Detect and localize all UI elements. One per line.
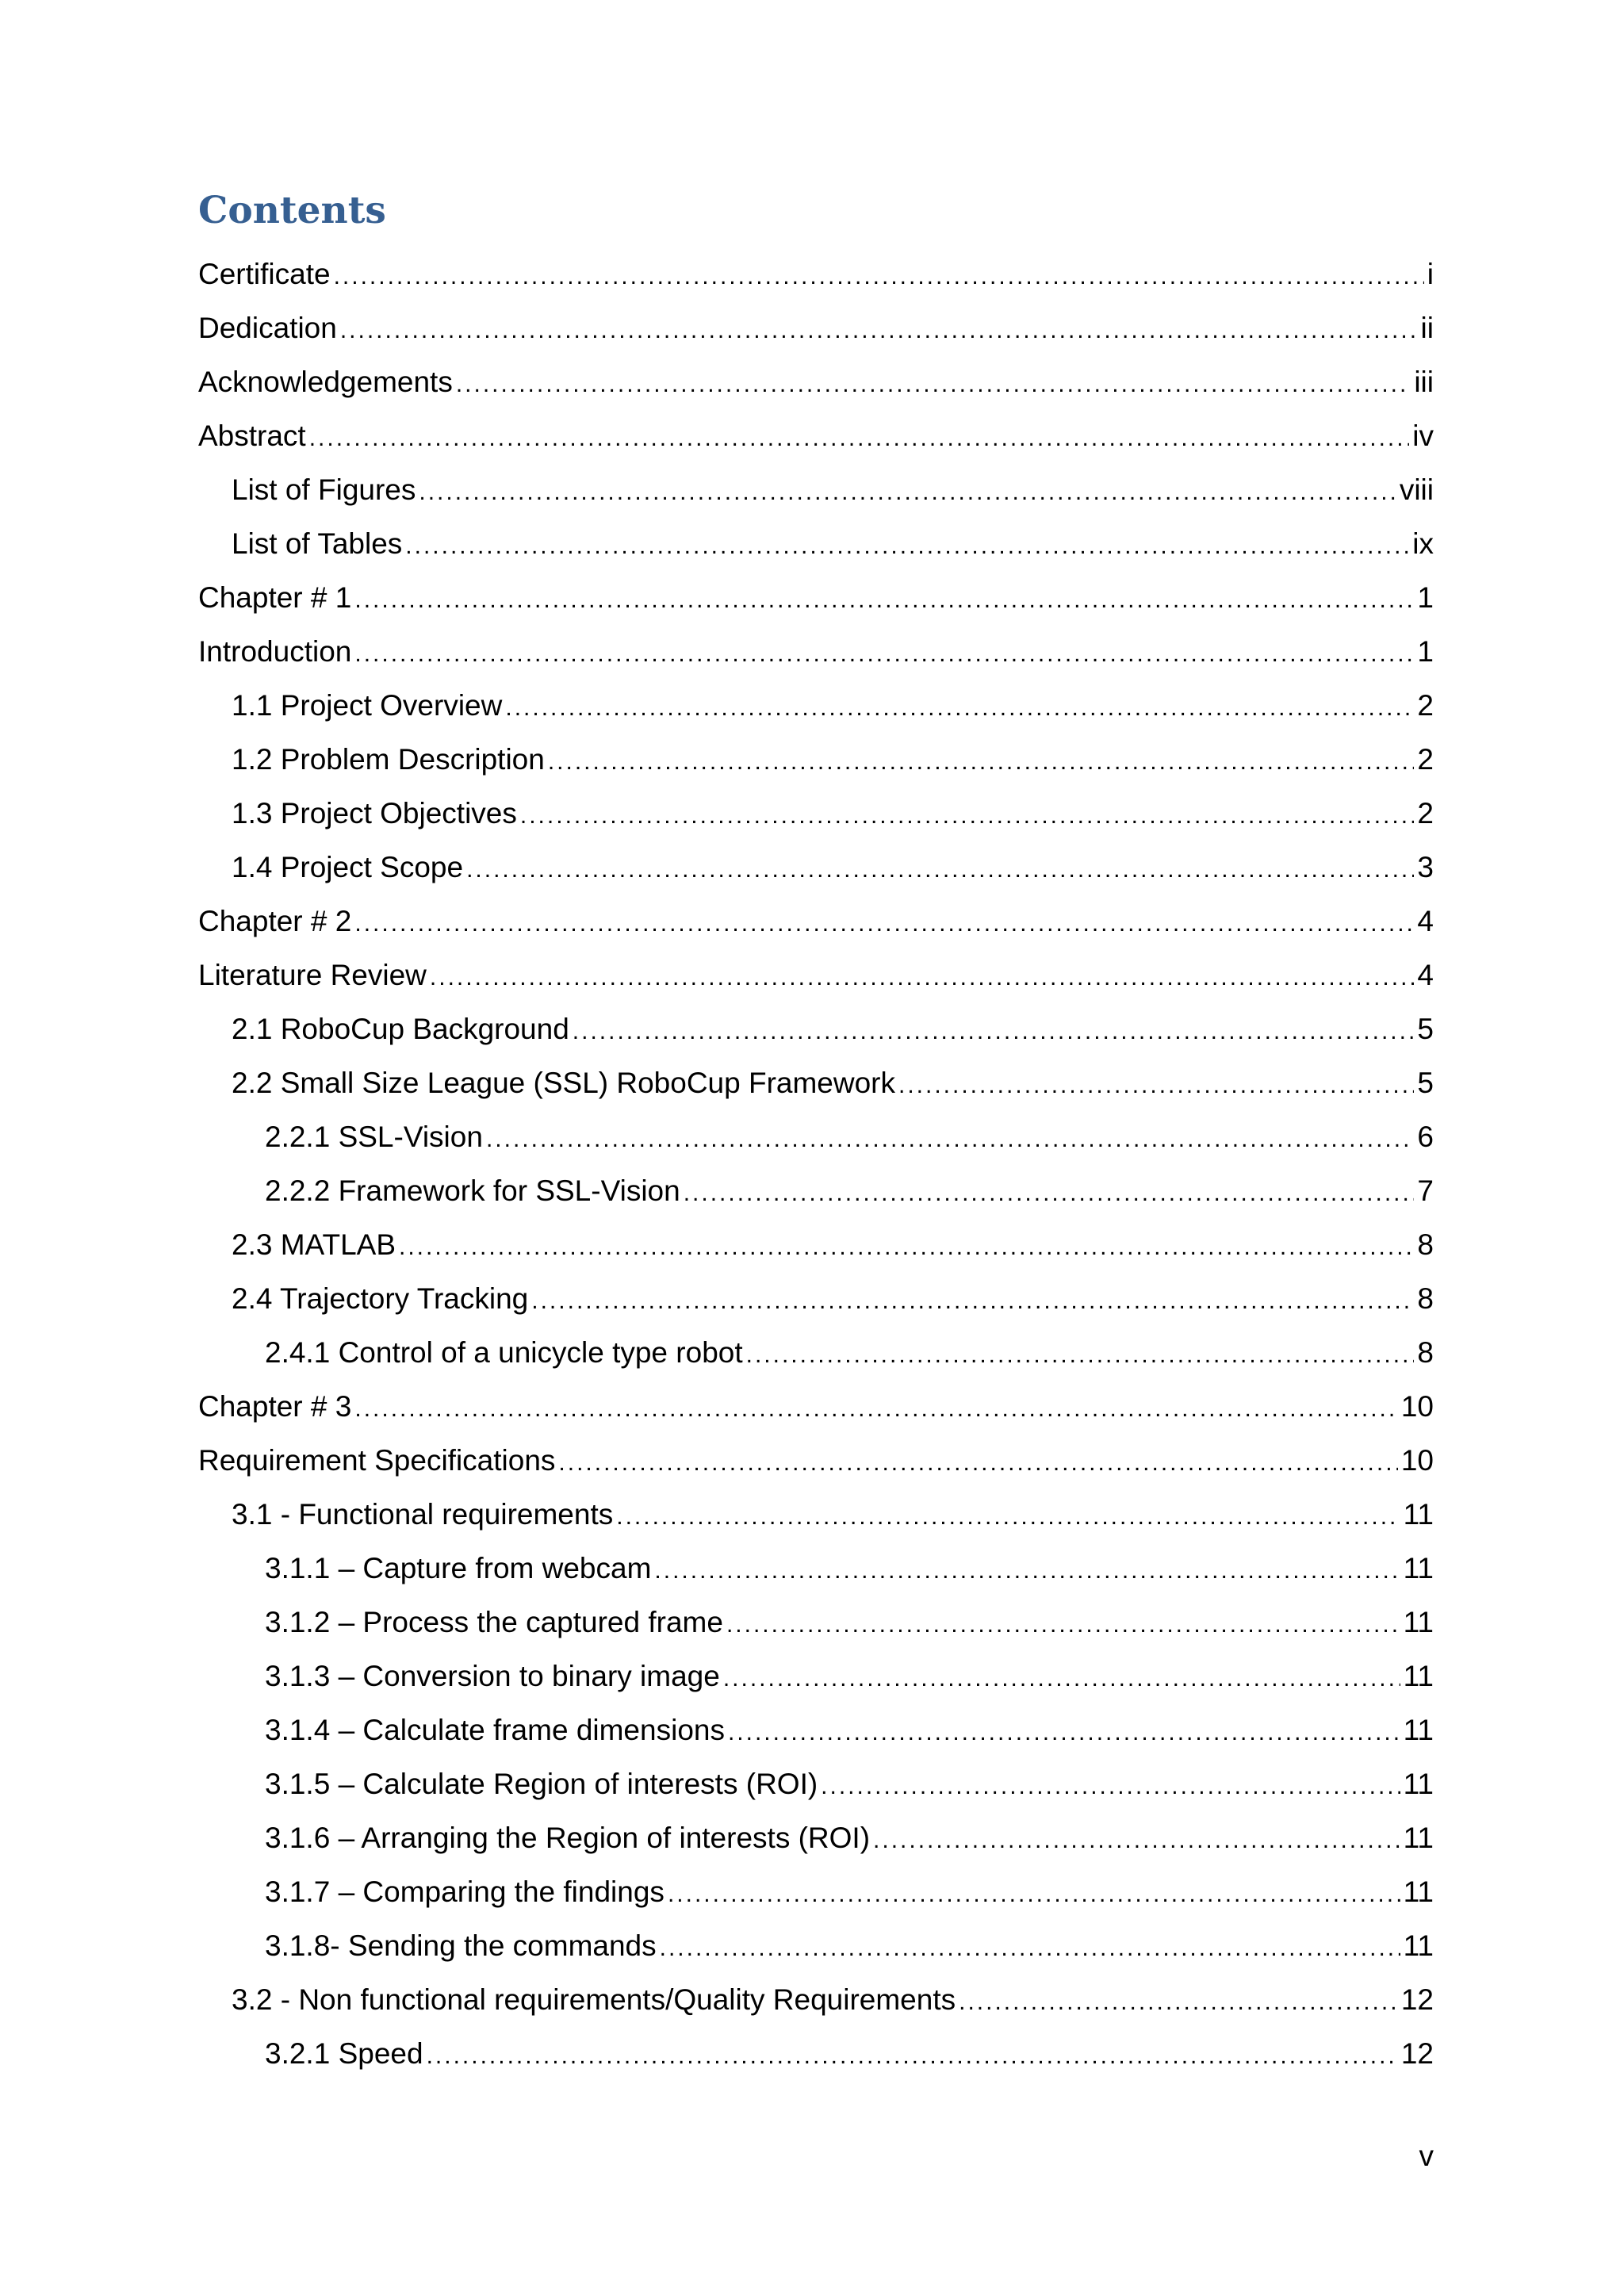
toc-entry-title: Acknowledgements: [198, 366, 453, 398]
toc-entry-title: 3.2.1 Speed: [265, 2037, 423, 2070]
toc-entry-title: 1.4 Project Scope: [232, 851, 464, 883]
toc-entry-title: 3.1.7 – Comparing the findings: [265, 1875, 665, 1908]
toc-entry-title: Dedication: [198, 312, 337, 344]
toc-entry-title: 2.3 MATLAB: [232, 1228, 396, 1261]
toc-entry-page: 11: [1403, 1606, 1434, 1638]
toc-entry[interactable]: [198, 1649, 1434, 1703]
toc-entry[interactable]: [198, 301, 1434, 355]
toc-dot-leader: [354, 573, 1414, 627]
toc-entry-page: 1: [1417, 581, 1434, 614]
toc-entry[interactable]: [198, 247, 1434, 301]
toc-entry-title: 1.1 Project Overview: [232, 689, 503, 722]
page-number: v: [1419, 2140, 1434, 2172]
toc-entry-title: 1.3 Project Objectives: [232, 797, 517, 829]
toc-entry-page: 7: [1417, 1174, 1434, 1207]
toc-dot-leader: [456, 358, 1411, 412]
toc-entry[interactable]: [198, 2027, 1434, 2081]
toc-entry-title: 2.2.2 Framework for SSL-Vision: [265, 1174, 680, 1207]
toc-dot-leader: [354, 1382, 1397, 1436]
toc-entry-title: 2.1 RoboCup Background: [232, 1013, 569, 1045]
toc-entry-page: 8: [1417, 1282, 1434, 1315]
toc-entry[interactable]: [198, 1272, 1434, 1326]
toc-entry-page: 8: [1417, 1336, 1434, 1369]
toc-entry-title: 3.1.3 – Conversion to binary image: [265, 1660, 720, 1692]
toc-entry-page: 8: [1417, 1228, 1434, 1261]
toc-entry-page: 5: [1417, 1067, 1434, 1099]
toc-entry-title: 3.2 - Non functional requirements/Quality Requirements: [232, 1983, 956, 2016]
toc-dot-leader: [354, 897, 1414, 951]
toc-entry-title: 3.1.5 – Calculate Region of interests (ROI): [265, 1768, 818, 1800]
toc-dot-leader: [405, 519, 1409, 573]
toc-entry-title: 2.4 Trajectory Tracking: [232, 1282, 529, 1315]
toc-entry-page: 11: [1403, 1875, 1434, 1908]
toc-entry-page: 11: [1403, 1822, 1434, 1854]
toc-entry-page: iii: [1414, 366, 1434, 398]
toc-dot-leader: [520, 789, 1415, 843]
toc-dot-leader: [723, 1652, 1400, 1706]
toc-entry-page: 11: [1403, 1552, 1434, 1584]
toc-entry[interactable]: [198, 1596, 1434, 1649]
toc-entry[interactable]: [198, 679, 1434, 733]
toc-entry[interactable]: [198, 1757, 1434, 1811]
toc-dot-leader: [309, 412, 1410, 466]
toc-dot-leader: [898, 1059, 1414, 1113]
toc-entry-page: i: [1427, 258, 1434, 290]
toc-entry-page: 6: [1417, 1121, 1434, 1153]
toc-entry-title: Literature Review: [198, 959, 427, 991]
toc-dot-leader: [486, 1113, 1414, 1167]
toc-dot-leader: [399, 1220, 1414, 1274]
toc-entry[interactable]: [198, 733, 1434, 787]
toc-entry-page: 10: [1400, 1444, 1434, 1477]
toc-dot-leader: [548, 735, 1415, 789]
toc-dot-leader: [573, 1005, 1415, 1059]
toc-entry-page: 2: [1417, 797, 1434, 829]
toc-entry-page: ii: [1420, 312, 1434, 344]
toc-entry[interactable]: [198, 787, 1434, 841]
toc-entry[interactable]: [198, 1380, 1434, 1434]
toc-entry-page: 3: [1417, 851, 1434, 883]
toc-entry-title: Chapter # 1: [198, 581, 352, 614]
toc-dot-leader: [354, 627, 1414, 681]
toc-dot-leader: [660, 1921, 1400, 1975]
toc-entry-title: List of Figures: [232, 473, 416, 506]
toc-entry[interactable]: [198, 1056, 1434, 1110]
toc-entry-title: 2.2.1 SSL-Vision: [265, 1121, 483, 1153]
toc-dot-leader: [419, 466, 1396, 519]
toc-entry[interactable]: [198, 1542, 1434, 1596]
toc-entry[interactable]: [198, 1703, 1434, 1757]
toc-entry-page: 4: [1417, 905, 1434, 937]
toc-entry[interactable]: [198, 1110, 1434, 1164]
toc-entry-title: Abstract: [198, 420, 306, 452]
toc-dot-leader: [746, 1328, 1415, 1382]
toc-entry-page: 11: [1403, 1498, 1434, 1531]
toc-entry-title: Introduction: [198, 635, 352, 668]
toc-dot-leader: [531, 1274, 1414, 1328]
toc-dot-leader: [430, 951, 1415, 1005]
toc-entry-title: 1.2 Problem Description: [232, 743, 545, 776]
toc-dot-leader: [959, 1975, 1398, 2029]
toc-entry[interactable]: [198, 1434, 1434, 1488]
toc-entry[interactable]: [198, 1002, 1434, 1056]
toc-entry-page: 4: [1417, 959, 1434, 991]
toc-entry[interactable]: [198, 948, 1434, 1002]
toc-dot-leader: [654, 1544, 1400, 1598]
toc-entry-page: 12: [1400, 1983, 1434, 2016]
table-of-contents: [198, 247, 1434, 2081]
toc-entry-title: 3.1 - Functional requirements: [232, 1498, 614, 1531]
toc-entry[interactable]: [198, 1326, 1434, 1380]
toc-entry[interactable]: [198, 841, 1434, 895]
toc-entry-page: 11: [1403, 1929, 1434, 1962]
toc-entry[interactable]: [198, 895, 1434, 948]
toc-dot-leader: [821, 1760, 1400, 1814]
toc-entry-page: 11: [1403, 1768, 1434, 1800]
toc-entry-page: 11: [1403, 1714, 1434, 1746]
toc-entry[interactable]: [198, 409, 1434, 463]
toc-entry-page: 2: [1417, 743, 1434, 776]
toc-entry-page: 1: [1417, 635, 1434, 668]
toc-dot-leader: [334, 250, 1424, 304]
toc-entry-title: 3.1.8- Sending the commands: [265, 1929, 657, 1962]
toc-entry-title: Certificate: [198, 258, 331, 290]
toc-dot-leader: [873, 1814, 1400, 1868]
toc-entry[interactable]: [198, 517, 1434, 571]
toc-entry-page: ix: [1412, 527, 1434, 560]
toc-dot-leader: [616, 1490, 1400, 1544]
toc-entry[interactable]: [198, 355, 1434, 409]
toc-dot-leader: [505, 681, 1414, 735]
toc-entry[interactable]: [198, 571, 1434, 625]
toc-entry-title: Requirement Specifications: [198, 1444, 556, 1477]
toc-dot-leader: [340, 304, 1418, 358]
toc-entry[interactable]: [198, 463, 1434, 517]
toc-dot-leader: [668, 1868, 1400, 1921]
toc-dot-leader: [558, 1436, 1397, 1490]
toc-entry-title: 3.1.1 – Capture from webcam: [265, 1552, 652, 1584]
toc-entry-page: 2: [1417, 689, 1434, 722]
toc-entry[interactable]: [198, 1973, 1434, 2027]
toc-entry[interactable]: [198, 1488, 1434, 1542]
toc-entry-page: 12: [1400, 2037, 1434, 2070]
toc-entry-page: viii: [1399, 473, 1434, 506]
toc-dot-leader: [726, 1598, 1400, 1652]
toc-entry[interactable]: [198, 1811, 1434, 1865]
toc-entry-title: Chapter # 2: [198, 905, 352, 937]
toc-entry[interactable]: [198, 625, 1434, 679]
toc-entry-title: 3.1.4 – Calculate frame dimensions: [265, 1714, 725, 1746]
toc-entry[interactable]: [198, 1218, 1434, 1272]
toc-entry-title: List of Tables: [232, 527, 403, 560]
toc-entry-title: Chapter # 3: [198, 1390, 352, 1423]
toc-entry[interactable]: [198, 1865, 1434, 1919]
toc-entry[interactable]: [198, 1919, 1434, 1973]
toc-entry-page: 11: [1403, 1660, 1434, 1692]
toc-entry-title: 3.1.2 – Process the captured frame: [265, 1606, 723, 1638]
toc-entry-title: 2.4.1 Control of a unicycle type robot: [265, 1336, 743, 1369]
toc-entry-title: 2.2 Small Size League (SSL) RoboCup Framework: [232, 1067, 895, 1099]
toc-entry-page: iv: [1412, 420, 1434, 452]
toc-dot-leader: [728, 1706, 1400, 1760]
toc-dot-leader: [466, 843, 1414, 897]
toc-dot-leader: [684, 1167, 1415, 1220]
toc-dot-leader: [427, 2029, 1398, 2083]
toc-entry-page: 10: [1400, 1390, 1434, 1423]
toc-entry-title: 3.1.6 – Arranging the Region of interests (ROI): [265, 1822, 871, 1854]
contents-heading: Contents: [198, 189, 386, 232]
toc-entry-page: 5: [1417, 1013, 1434, 1045]
toc-entry[interactable]: [198, 1164, 1434, 1218]
